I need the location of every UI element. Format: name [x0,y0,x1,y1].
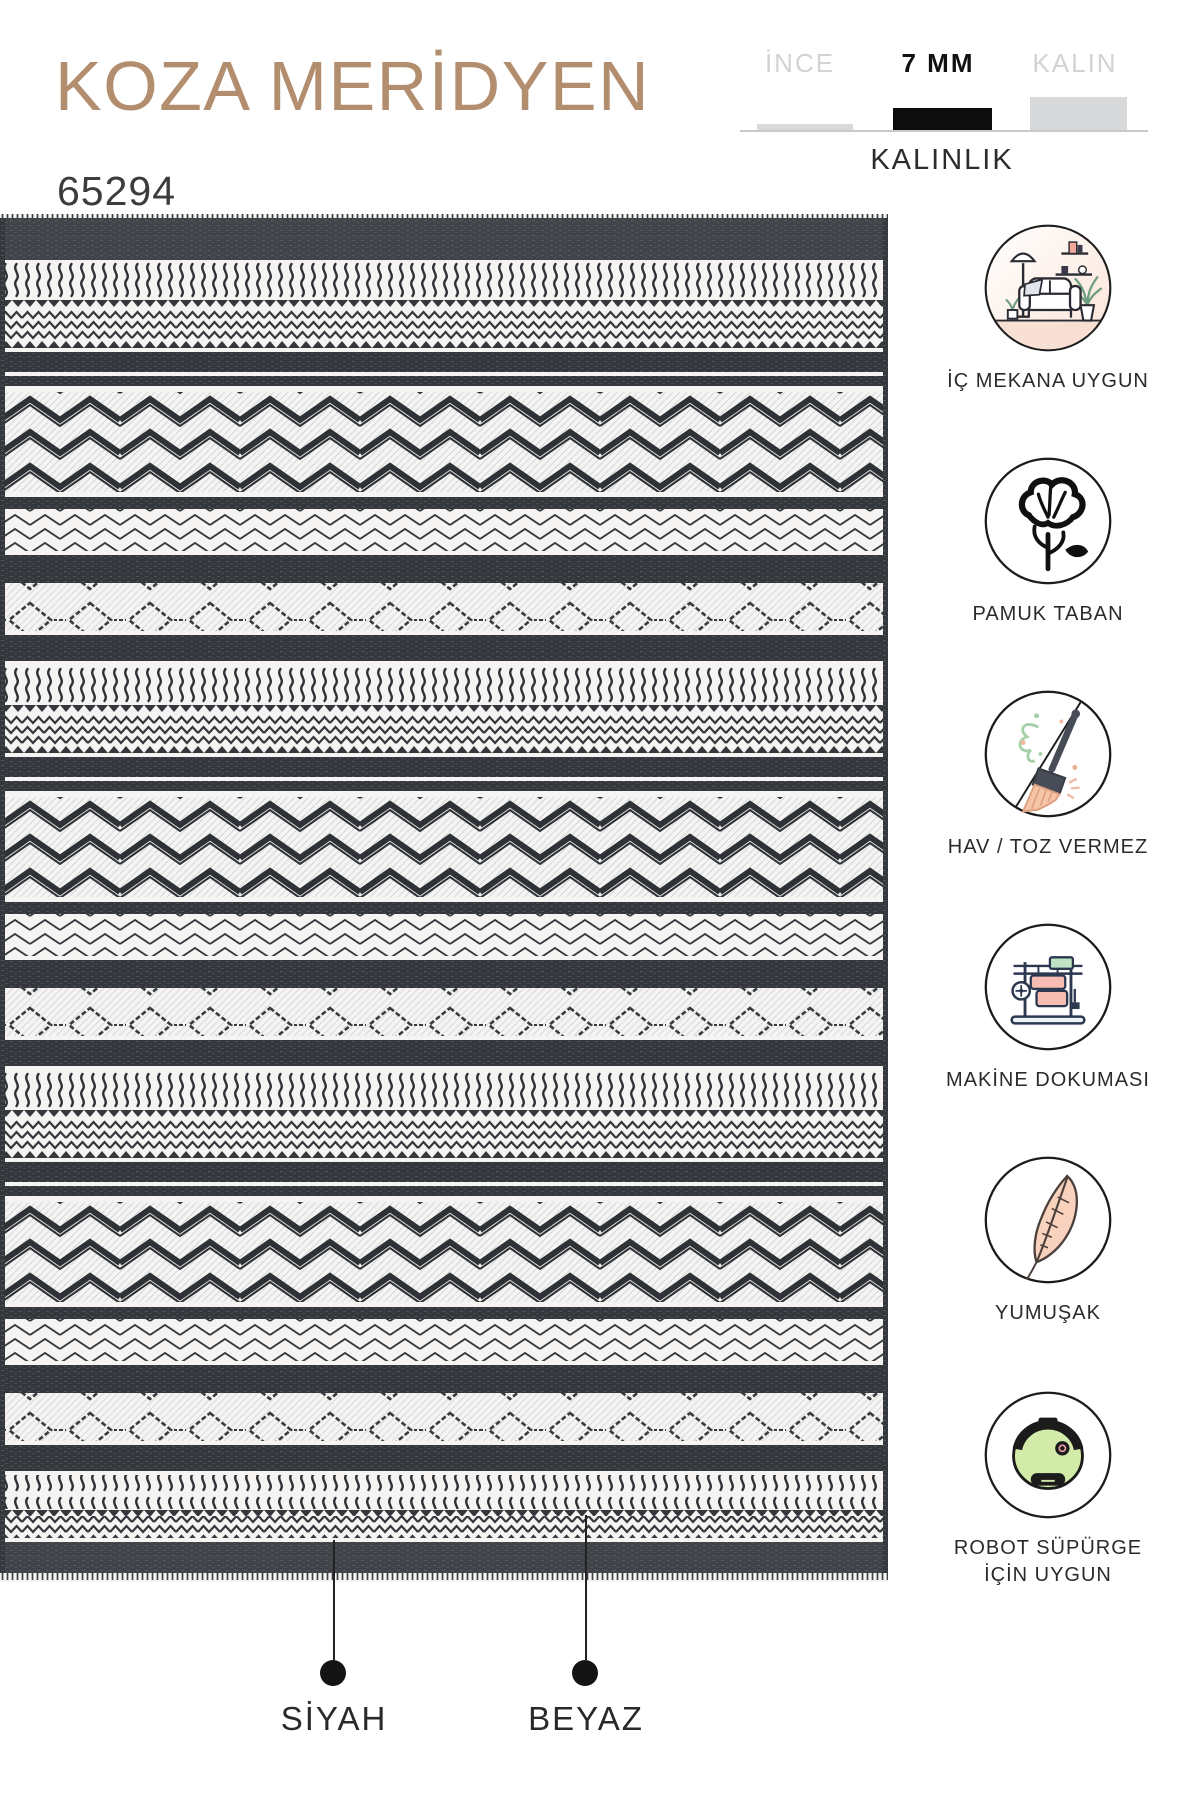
thickness-option-7mm: 7 MM [901,48,975,78]
thickness-option-kalin: KALIN [1032,48,1118,78]
thickness-bar-thick [1030,97,1127,130]
feather-icon [981,1153,1115,1287]
no-lint-broom-icon [981,687,1115,821]
feature-label: PAMUK TABAN [972,603,1124,625]
robot-vacuum-icon [981,1388,1115,1522]
indoor-living-room-icon [981,221,1115,355]
feature-indoor [933,221,1163,395]
page-title: KOZA MERİDYEN [55,47,651,125]
feature-robot-vacuum [933,1388,1163,1589]
feature-soft [933,1153,1163,1327]
feature-label: ROBOT SÜPÜRGE İÇİN UYGUN [953,1537,1143,1586]
color-dot-beyaz [572,1660,598,1686]
feature-no-lint [933,687,1163,861]
weaving-machine-icon [981,920,1115,1054]
thickness-bar-selected [893,108,992,130]
feature-machine-woven [933,920,1163,1094]
color-dot-siyah [320,1660,346,1686]
feature-label: İÇ MEKANA UYGUN [947,370,1149,392]
thickness-baseline [740,130,1148,132]
thickness-option-ince: İNCE [764,48,836,78]
feature-label: HAV / TOZ VERMEZ [947,836,1149,858]
feature-label: MAKİNE DOKUMASI [946,1069,1150,1091]
cotton-plant-icon [981,454,1115,588]
feature-label: YUMUŞAK [995,1302,1101,1324]
thickness-caption: KALINLIK [870,144,1014,176]
feature-cotton [933,454,1163,628]
rug-image [0,214,888,1582]
color-label-beyaz: BEYAZ [528,1700,644,1737]
product-code: 65294 [57,168,177,214]
color-label-siyah: SİYAH [280,1700,388,1737]
color-pointer-line-siyah [333,1540,335,1660]
color-pointer-line-beyaz [585,1515,587,1660]
